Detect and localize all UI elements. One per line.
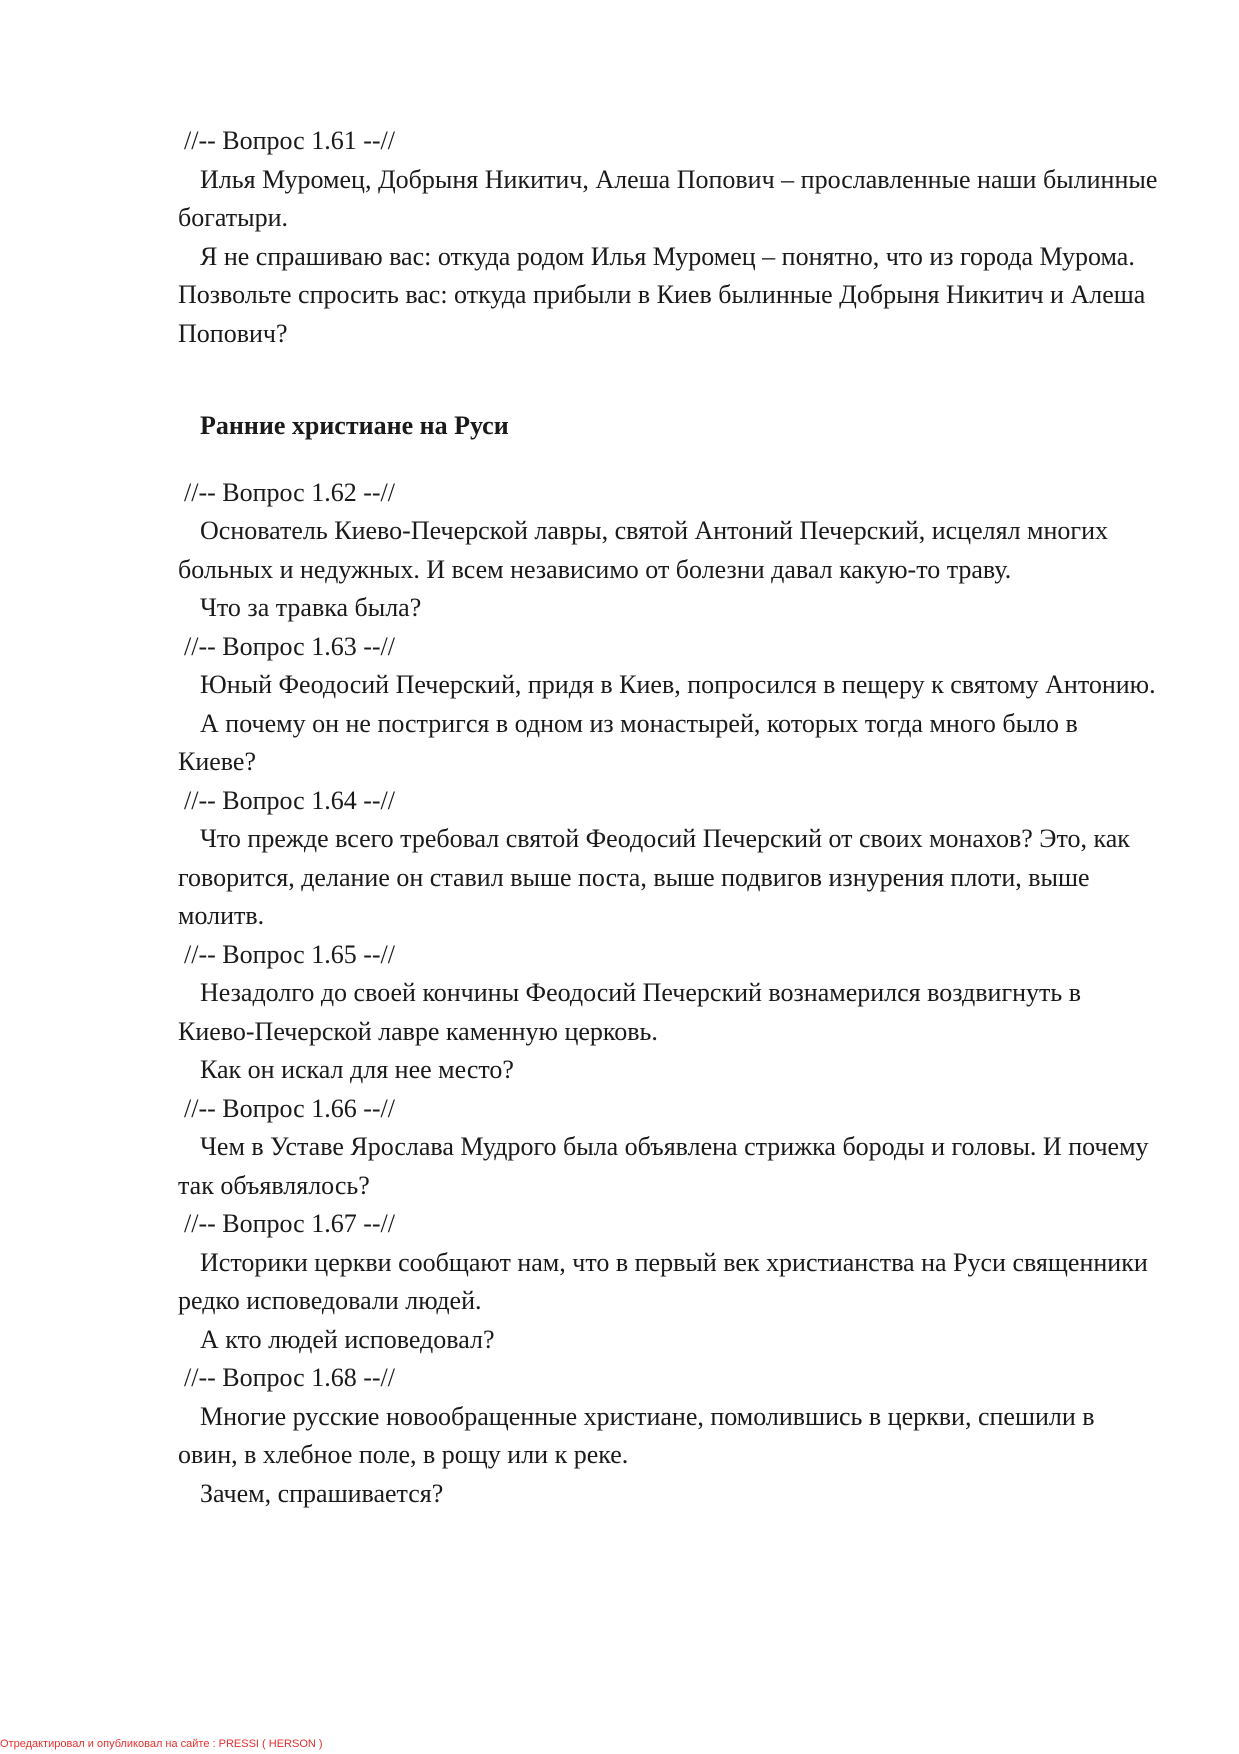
question-marker: //-- Вопрос 1.66 --// (184, 1093, 395, 1123)
question-marker: //-- Вопрос 1.61 --// (184, 126, 395, 155)
question-marker: //-- Вопрос 1.62 --// (184, 477, 395, 507)
question-marker: //-- Вопрос 1.68 --// (184, 1363, 395, 1392)
heading-spacer (178, 446, 1158, 474)
paragraph: А кто людей исповедовал? (200, 1324, 495, 1354)
publisher-footer: Отредактировал и опубликовал на сайте : PRESSI ( HERSON ) (0, 1738, 323, 1750)
paragraph: Я не спрашиваю вас: откуда родом Илья Муромец – понятно, что из города Мурома. Позвольте спросить вас: откуда прибыли в Киев былинные Добрыня Никитич и Алеша Попович? (178, 241, 1146, 348)
document-page (178, 122, 1158, 1513)
paragraph: Основатель Киево-Печерской лавры, святой Антоний Печерский, исцелял многих больных и недужных. И всем независимо от болезни давал какую-то траву. (178, 516, 1108, 584)
paragraph: Незадолго до своей кончины Феодосий Печерский вознамерился воздвигнуть в Киево-Печерской лавре каменную церковь. (178, 978, 1082, 1046)
question-marker: //-- Вопрос 1.65 --// (184, 939, 395, 969)
paragraph: А почему он не постригся в одном из монастырей, которых тогда много было в Киеве? (178, 708, 1078, 776)
paragraph: Что за травка была? (200, 593, 422, 622)
paragraph: Что прежде всего требовал святой Феодосий Печерский от своих монахов? Это, как говорится, делание он ставил выше поста, выше подвигов изнурения плоти, выше молитв. (178, 824, 1130, 930)
section-spacer (178, 353, 1158, 407)
section-title: Ранние христиане на Руси (200, 411, 509, 440)
paragraph: Как он искал для нее место? (200, 1055, 514, 1084)
question-marker: //-- Вопрос 1.64 --// (184, 785, 395, 815)
paragraph: Многие русские новообращенные христиане, помолившись в церкви, спешили в овин, в хлебное поле, в рощу или к реке. (178, 1401, 1095, 1469)
paragraph: Илья Муромец, Добрыня Никитич, Алеша Попович – прославленные наши былинные богатыри. (178, 164, 1158, 232)
paragraph: Зачем, спрашивается? (200, 1478, 444, 1508)
question-marker: //-- Вопрос 1.63 --// (184, 631, 395, 661)
question-marker: //-- Вопрос 1.67 --// (184, 1209, 395, 1238)
paragraph: Юный Феодосий Печерский, придя в Киев, попросился в пещеру к святому Антонию. (200, 670, 1156, 699)
paragraph: Чем в Уставе Ярослава Мудрого была объявлена стрижка бороды и головы. И почему так объявлялось? (178, 1132, 1149, 1200)
paragraph: Историки церкви сообщают нам, что в первый век христианства на Руси священники редко исповедовали людей. (178, 1247, 1148, 1315)
